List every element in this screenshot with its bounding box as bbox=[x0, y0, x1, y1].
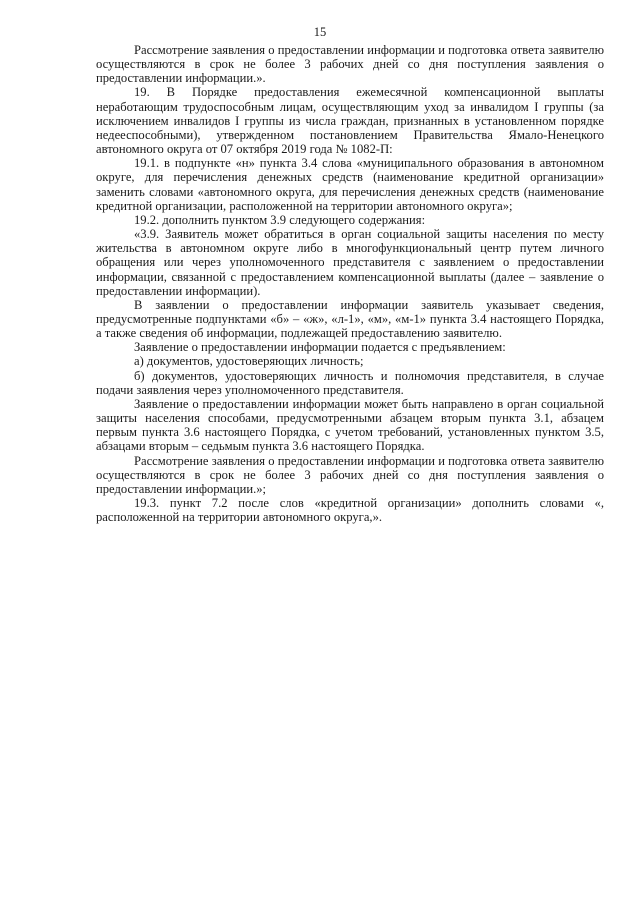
paragraph-submission-methods: Заявление о предоставлении информации может быть направлено в орган социальной защиты населения способами, предусмотренными абзацем вторым пункта 3.1, абзацем первым пункта 3.6 настоящего Порядка, с учетом требований, установленных пунктом 3.5, абзацами вторым – седьмым пункта 3.6 настоящего Порядка. bbox=[96, 396, 604, 454]
paragraph-application-contents: В заявлении о предоставлении информации заявитель указывает сведения, предусмотренные подпунктами «б» – «ж», «л-1», «м», «м-1» пункта 3.4 настоящего Порядка, а также сведения об информации, подлежащей предоставлению заявителю. bbox=[96, 297, 604, 341]
paragraph-item-19-3: 19.3. пункт 7.2 после слов «кредитной организации» дополнить словами «, расположенной на территории автономного округа,». bbox=[96, 496, 604, 525]
paragraph-item-3-9: «3.9. Заявитель может обратиться в орган социальной защиты населения по месту жительства в автономном округе либо в многофункциональный центр путем личного обращения или через уполномоченного представителя с заявлением о предоставлении информации, связанной с предоставлением компенсационной выплаты (далее – заявление о предоставлении информации). bbox=[96, 227, 604, 298]
paragraph-item-19: 19. В Порядке предоставления ежемесячной компенсационной выплаты неработающим трудоспособным лицам, осуществляющим уход за инвалидом I группы (за исключением инвалидов I группы из числа граждан, признанных в установленном порядке недееспособными), утвержденном постановлением Правительства Ямало-Ненецкого автономного округа от 07 октября 2019 года № 1082-П: bbox=[96, 85, 604, 157]
list-item-b: б) документов, удостоверяющих личность и полномочия представителя, в случае подачи заявления через уполномоченного представителя. bbox=[96, 368, 604, 397]
paragraph-consideration-deadline: Рассмотрение заявления о предоставлении информации и подготовка ответа заявителю осуществляются в срок не более 3 рабочих дней со дня поступления заявления о предоставлении информации.». bbox=[96, 43, 604, 86]
paragraph-application-submission: Заявление о предоставлении информации подается с предъявлением: bbox=[134, 340, 506, 355]
paragraph-consideration-deadline-2: Рассмотрение заявления о предоставлении информации и подготовка ответа заявителю осуществляются в срок не более 3 рабочих дней со дня поступления заявления о предоставлении информации.»; bbox=[96, 453, 604, 496]
page-number: 15 bbox=[313, 25, 327, 39]
paragraph-item-19-2: 19.2. дополнить пунктом 3.9 следующего содержания: bbox=[134, 212, 426, 227]
list-item-a: а) документов, удостоверяющих личность; bbox=[134, 354, 364, 369]
document-body bbox=[96, 43, 604, 524]
paragraph-item-19-1: 19.1. в подпункте «н» пункта 3.4 слова «муниципального образования в автономном округе, для перечисления денежных средств (наименование кредитной организации» заменить словами «автономного округа, для перечисления денежных средств (наименование кредитной организации, расположенной на территории автономного округа»; bbox=[96, 156, 604, 213]
